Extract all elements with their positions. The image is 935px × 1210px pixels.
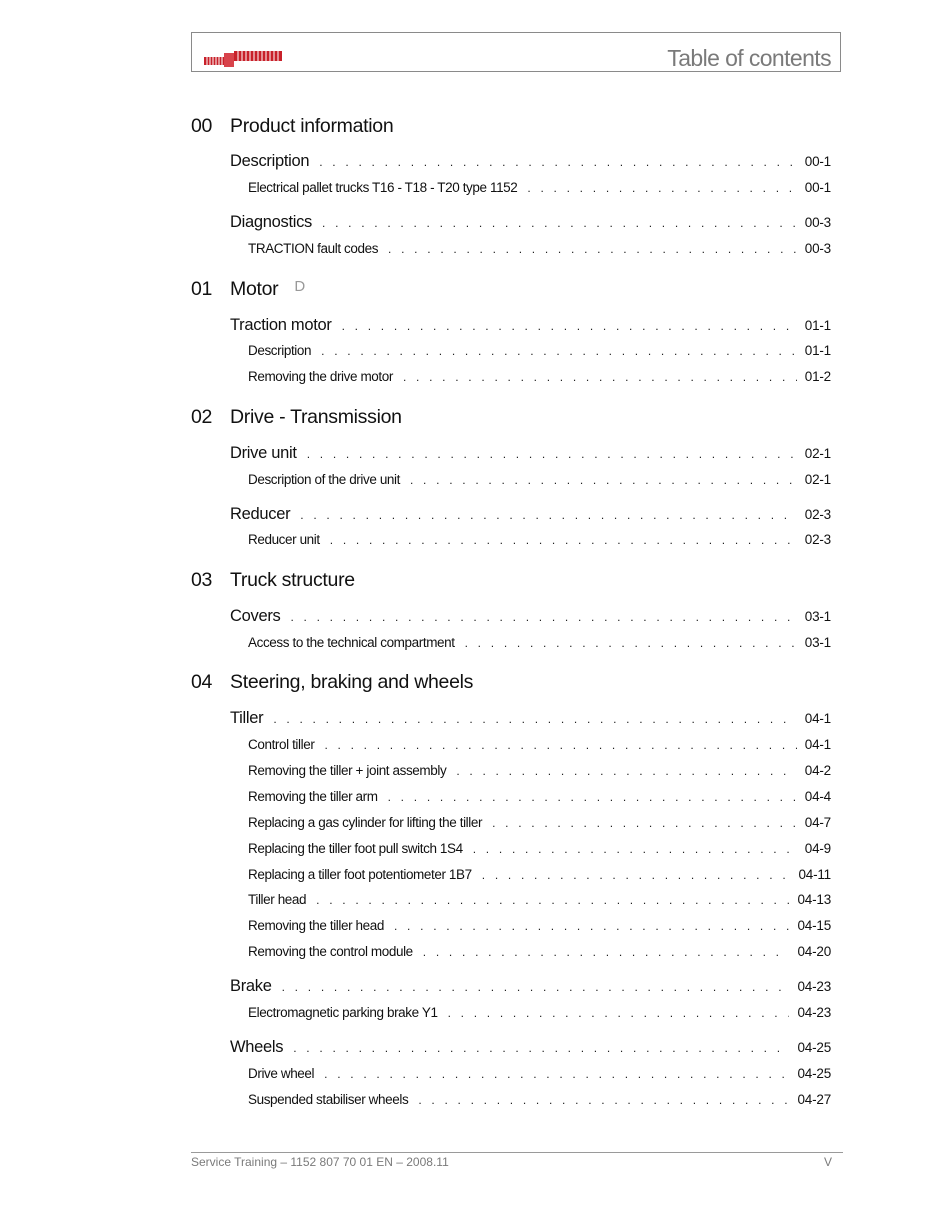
footer-page-number: V: [823, 1155, 832, 1169]
entry-page: 04-20: [797, 944, 831, 959]
entry-label: Suspended stabiliser wheels: [248, 1092, 409, 1107]
dot-leader: [418, 1093, 789, 1107]
dot-leader: [322, 216, 797, 230]
chapter-heading-02: [191, 406, 402, 429]
toc-entry-section[interactable]: [230, 213, 831, 232]
dot-leader: [403, 370, 797, 384]
entry-page: 00-1: [804, 154, 831, 169]
entry-label: Brake: [230, 977, 272, 995]
entry-page: 04-7: [804, 815, 831, 830]
entry-label: Replacing a gas cylinder for lifting the tiller: [248, 815, 483, 830]
dot-leader: [307, 447, 797, 461]
entry-page: 01-1: [804, 343, 831, 358]
dot-leader: [324, 1067, 789, 1081]
entry-label: Tiller head: [248, 892, 307, 907]
entry-label: Reducer: [230, 505, 291, 523]
entry-label: Traction motor: [230, 316, 332, 334]
toc-entry-subsection[interactable]: [248, 635, 831, 650]
chapter-heading-04: [191, 671, 473, 694]
entry-label: Diagnostics: [230, 213, 312, 231]
toc-entry-subsection[interactable]: [248, 1005, 831, 1020]
dot-leader: [410, 473, 797, 487]
chapter-number: 02: [191, 406, 213, 428]
entry-page: 04-15: [797, 918, 831, 933]
entry-label: Description: [248, 343, 312, 358]
toc-entry-section[interactable]: [230, 709, 831, 728]
entry-page: 04-1: [804, 711, 831, 726]
dot-leader: [394, 919, 789, 933]
dot-leader: [492, 816, 797, 830]
toc-entry-subsection[interactable]: [248, 737, 831, 752]
entry-page: 02-1: [804, 472, 831, 487]
dot-leader: [330, 533, 797, 547]
entry-label: Replacing the tiller foot pull switch 1S4: [248, 841, 463, 856]
entry-page: 03-1: [804, 609, 831, 624]
chapter-title: Steering, braking and wheels: [230, 671, 474, 693]
dot-leader: [527, 181, 796, 195]
dot-leader: [342, 319, 797, 333]
toc-entry-subsection[interactable]: [248, 841, 831, 856]
toc-entry-subsection[interactable]: [248, 892, 831, 907]
toc-entry-subsection[interactable]: [248, 532, 831, 547]
entry-page: 00-3: [804, 215, 831, 230]
entry-label: Removing the tiller head: [248, 918, 384, 933]
chapter-title: Motor: [230, 278, 279, 300]
dot-leader: [316, 893, 789, 907]
entry-label: Description: [230, 152, 310, 170]
entry-page: 00-3: [804, 241, 831, 256]
toc-entry-subsection[interactable]: [248, 472, 831, 487]
entry-page: 04-11: [798, 867, 831, 882]
chapter-heading-01: [191, 278, 305, 301]
dot-leader: [465, 636, 797, 650]
chapter-title: Product information: [230, 115, 394, 137]
chapter-heading-00: [191, 115, 393, 138]
entry-page: 00-1: [804, 180, 831, 195]
footer-divider: [191, 1152, 843, 1153]
dot-leader: [448, 1006, 790, 1020]
footer-text: Service Training – 1152 807 70 01 EN – 2008.11: [191, 1155, 449, 1169]
entry-label: TRACTION fault codes: [248, 241, 379, 256]
dot-leader: [290, 610, 796, 624]
entry-page: 04-23: [797, 979, 831, 994]
toc-entry-subsection[interactable]: [248, 1066, 831, 1081]
entry-label: Reducer unit: [248, 532, 320, 547]
dot-leader: [293, 1041, 789, 1055]
toc-entry-section[interactable]: [230, 1038, 831, 1057]
chapter-number: 04: [191, 671, 213, 693]
toc-entry-subsection[interactable]: [248, 180, 831, 195]
entry-label: Removing the tiller arm: [248, 789, 378, 804]
entry-page: 04-25: [797, 1066, 831, 1081]
entry-page: 04-25: [797, 1040, 831, 1055]
entry-page: 04-1: [804, 737, 831, 752]
toc-entry-subsection[interactable]: [248, 867, 831, 882]
toc-entry-subsection[interactable]: [248, 944, 831, 959]
toc-entry-section[interactable]: [230, 444, 831, 463]
entry-page: 02-1: [804, 446, 831, 461]
entry-label: Wheels: [230, 1038, 284, 1056]
toc-entry-subsection[interactable]: [248, 815, 831, 830]
toc-entry-subsection[interactable]: [248, 241, 831, 256]
toc-entry-section[interactable]: [230, 152, 831, 171]
dot-leader: [324, 738, 796, 752]
dot-leader: [273, 712, 796, 726]
entry-label: Electromagnetic parking brake Y1: [248, 1005, 438, 1020]
entry-label: Drive wheel: [248, 1066, 315, 1081]
dot-leader: [300, 508, 796, 522]
toc-entry-subsection[interactable]: [248, 789, 831, 804]
page-header: [191, 32, 841, 72]
entry-page: 03-1: [804, 635, 831, 650]
toc-entry-section[interactable]: [230, 977, 831, 996]
entry-label: Control tiller: [248, 737, 315, 752]
entry-label: Access to the technical compartment: [248, 635, 455, 650]
entry-label: Electrical pallet trucks T16 - T18 - T20 type 1152: [248, 180, 518, 195]
dot-leader: [423, 945, 790, 959]
entry-page: 04-27: [797, 1092, 831, 1107]
dot-leader: [319, 155, 797, 169]
chapter-number: 00: [191, 115, 213, 137]
toc-entry-section[interactable]: [230, 505, 831, 524]
toc-entry-section[interactable]: [230, 316, 831, 335]
toc-entry-section[interactable]: [230, 607, 831, 626]
entry-page: 02-3: [804, 532, 831, 547]
chapter-number: 03: [191, 569, 213, 591]
entry-label: Tiller: [230, 709, 264, 727]
chapter-title: Truck structure: [230, 569, 355, 591]
brand-logo: [204, 49, 282, 69]
toc-entry-subsection[interactable]: [248, 918, 831, 933]
entry-label: Covers: [230, 607, 281, 625]
entry-label: Drive unit: [230, 444, 297, 462]
entry-page: 04-23: [797, 1005, 831, 1020]
dot-leader: [282, 980, 790, 994]
chapter-mark: D: [294, 278, 305, 295]
toc-entry-subsection[interactable]: [248, 369, 831, 384]
page-title: Table of contents: [667, 45, 831, 71]
toc-entry-subsection[interactable]: [248, 1092, 831, 1107]
entry-label: Description of the drive unit: [248, 472, 400, 487]
entry-label: Removing the drive motor: [248, 369, 393, 384]
entry-page: 04-2: [804, 763, 831, 778]
entry-label: Removing the tiller + joint assembly: [248, 763, 447, 778]
entry-page: 04-13: [797, 892, 831, 907]
dot-leader: [388, 790, 797, 804]
dot-leader: [456, 764, 796, 778]
entry-label: Removing the control module: [248, 944, 413, 959]
entry-page: 01-1: [804, 318, 831, 333]
dot-leader: [473, 842, 797, 856]
dot-leader: [388, 242, 797, 256]
chapter-number: 01: [191, 278, 213, 300]
dot-leader: [482, 868, 791, 882]
entry-page: 02-3: [804, 507, 831, 522]
dot-leader: [321, 344, 797, 358]
entry-page: 01-2: [804, 369, 831, 384]
entry-page: 04-4: [804, 789, 831, 804]
chapter-heading-03: [191, 569, 355, 592]
toc-entry-subsection[interactable]: [248, 343, 831, 358]
toc-entry-subsection[interactable]: [248, 763, 831, 778]
chapter-title: Drive - Transmission: [230, 406, 402, 428]
entry-label: Replacing a tiller foot potentiometer 1B7: [248, 867, 472, 882]
entry-page: 04-9: [804, 841, 831, 856]
